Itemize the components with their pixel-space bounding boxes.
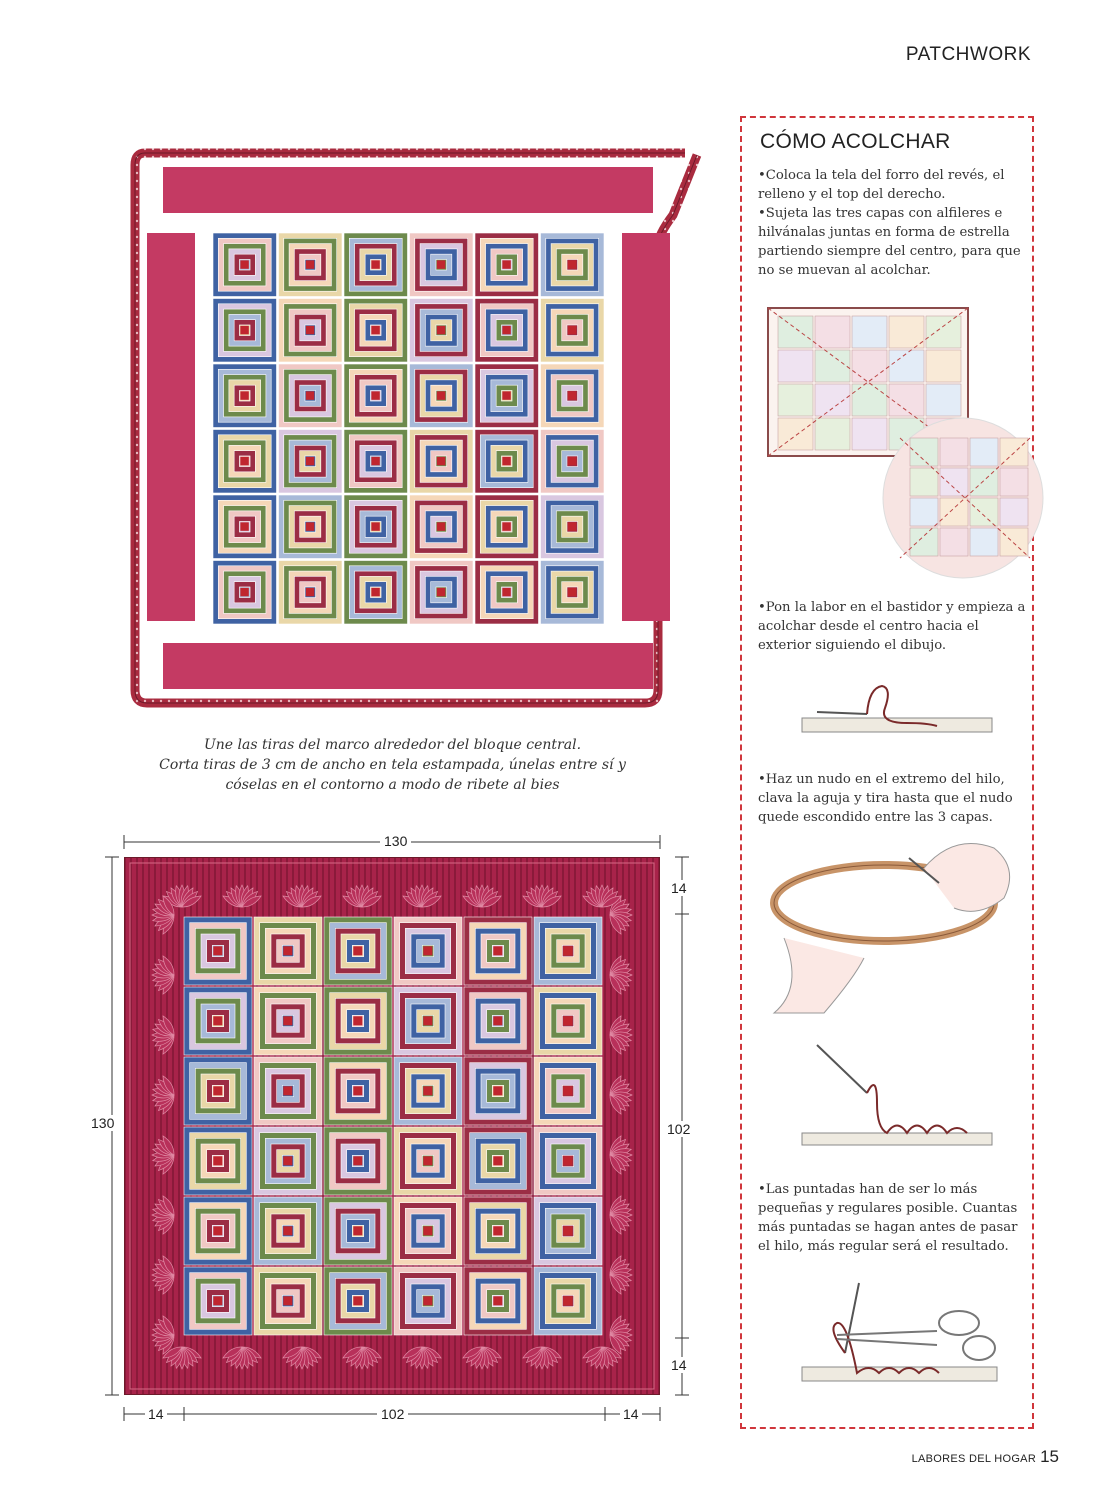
step-text-4: •Haz un nudo en el extremo del hilo, clava la aguja y tira hasta que el nudo quede escondido entre las 3 capas.: [758, 772, 1013, 825]
step-text-3: •Pon la labor en el bastidor y empieza a acolchar desde el centro hacia el exterior siguiendo el dibujo.: [758, 600, 1026, 653]
log-cabin-blocks: [213, 233, 604, 624]
quilting-instructions-panel: [740, 116, 1034, 1429]
right-border-strip: [622, 233, 670, 621]
dim-right-top: 14: [671, 880, 687, 896]
border-assembly-diagram: [125, 145, 715, 720]
top-border-strip: [163, 167, 653, 213]
dim-bottom-right: 14: [620, 1406, 642, 1422]
cutting-thread-illustration: [797, 1273, 1012, 1393]
dim-right-bottom: 14: [671, 1357, 687, 1373]
dim-left: 130: [91, 1115, 115, 1131]
step-text-2: •Sujeta las tres capas con alfileres e hilvánalas juntas en forma de estrella partiendo siempre del centro, para que no se muevan al acolchar.: [758, 206, 1021, 278]
dim-bottom-left: 14: [145, 1406, 167, 1422]
dim-top: 130: [380, 833, 411, 849]
left-border-strip: [147, 233, 195, 621]
dim-bottom-middle: 102: [377, 1406, 408, 1422]
dim-right-middle: 102: [667, 1121, 691, 1137]
bottom-border-strip: [163, 643, 653, 689]
page-number: 15: [1040, 1447, 1059, 1466]
magazine-name: LABORES DEL HOGAR: [911, 1453, 1037, 1465]
page-footer: [912, 1447, 1059, 1467]
step-text-1: •Coloca la tela del forro del revés, el relleno y el top del derecho.: [758, 168, 1005, 202]
needle-start-illustration: [797, 678, 997, 748]
hoop-illustration: [764, 828, 1029, 1018]
finished-quilt-illustration: [124, 857, 660, 1395]
panel-title: CÓMO ACOLCHAR: [760, 130, 951, 153]
section-title: PATCHWORK: [905, 44, 1031, 65]
basting-illustration: [760, 298, 1050, 588]
figure-caption: Une las tiras del marco alrededor del bloque central. Corta tiras de 3 cm de ancho en tela estampada, únelas entre sí y cóselas en el contorno a modo de ribete al bies: [159, 737, 626, 793]
running-stitch-illustration: [797, 1033, 997, 1153]
step-text-5: •Las puntadas han de ser lo más pequeñas y regulares posible. Cuantas más puntadas se hagan antes de pasar el hilo, más regular será el resultado.: [758, 1182, 1018, 1254]
